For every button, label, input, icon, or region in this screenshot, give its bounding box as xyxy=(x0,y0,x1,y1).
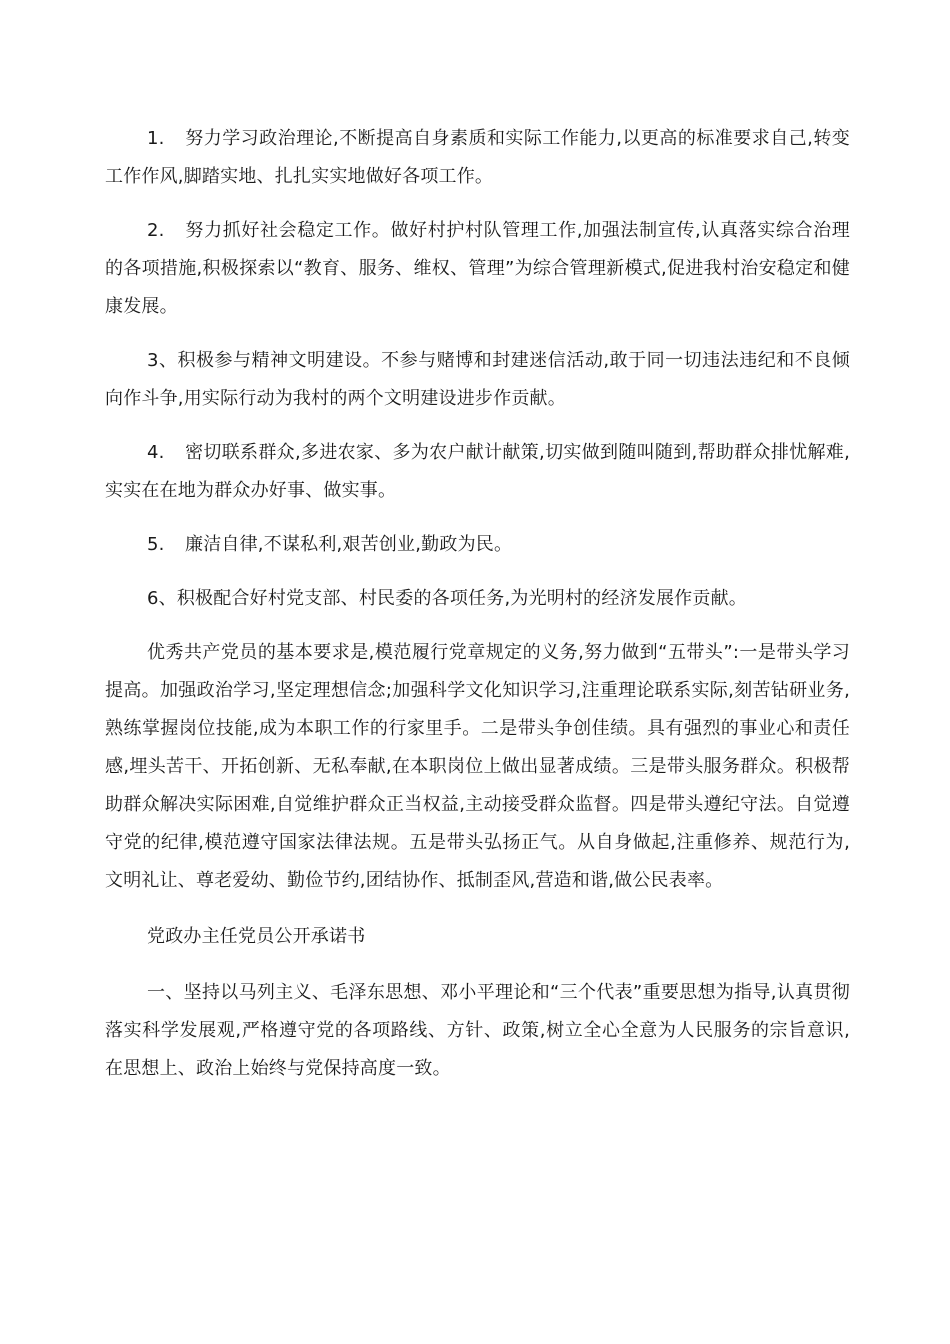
item-number: 5. xyxy=(147,534,165,555)
list-item-3 xyxy=(105,342,850,418)
item-text: 6、积极配合好村党支部、村民委的各项任务,为光明村的经济发展作贡献。 xyxy=(147,588,747,609)
list-item-2 xyxy=(105,212,850,326)
item-text: 密切联系群众,多进农家、多为农户献计献策,切实做到随叫随到,帮助群众排忧解难,实实在在地为群众办好事、做实事。 xyxy=(105,442,850,501)
item-number: 1. xyxy=(147,128,165,149)
list-item-4 xyxy=(105,434,850,510)
requirements-paragraph: 优秀共产党员的基本要求是,模范履行党章规定的义务,努力做到“五带头”:一是带头学习提高。加强政治学习,坚定理想信念;加强科学文化知识学习,注重理论联系实际,刻苦钻研业务,熟练掌握岗位技能,成为本职工作的行家里手。二是带头争创佳绩。具有强烈的事业心和责任感,埋头苦干、开拓创新、无私奉献,在本职岗位上做出显著成绩。三是带头服务群众。积极帮助群众解决实际困难,自觉维护群众正当权益,主动接受群众监督。四是带头遵纪守法。自觉遵守党的纪律,模范遵守国家法律法规。五是带头弘扬正气。从自身做起,注重修养、规范行为,文明礼让、尊老爱幼、勤俭节约,团结协作、抵制歪风,营造和谐,做公民表率。 xyxy=(105,642,850,891)
item-number: 4. xyxy=(147,442,165,463)
list-item-1 xyxy=(105,120,850,196)
list-item-5 xyxy=(105,526,850,564)
item-text: 廉洁自律,不谋私利,艰苦创业,勤政为民。 xyxy=(185,534,513,555)
section-heading: 党政办主任党员公开承诺书 xyxy=(147,926,366,947)
pledge-paragraph-1: 一、坚持以马列主义、毛泽东思想、邓小平理论和“三个代表”重要思想为指导,认真贯彻落实科学发展观,严格遵守党的各项路线、方针、政策,树立全心全意为人民服务的宗旨意识,在思想上、政治上始终与党保持高度一致。 xyxy=(105,982,850,1079)
item-text: 3、积极参与精神文明建设。不参与赌博和封建迷信活动,敢于同一切违法违纪和不良倾向作斗争,用实际行动为我村的两个文明建设进步作贡献。 xyxy=(105,350,850,409)
item-text: 努力学习政治理论,不断提高自身素质和实际工作能力,以更高的标准要求自己,转变工作作风,脚踏实地、扎扎实实地做好各项工作。 xyxy=(105,128,850,187)
item-text: 努力抓好社会稳定工作。做好村护村队管理工作,加强法制宣传,认真落实综合治理的各项措施,积极探索以“教育、服务、维权、管理”为综合管理新模式,促进我村治安稳定和健康发展。 xyxy=(105,220,850,317)
document-page xyxy=(105,120,850,1088)
list-item-6 xyxy=(105,580,850,618)
item-number: 2. xyxy=(147,220,165,241)
